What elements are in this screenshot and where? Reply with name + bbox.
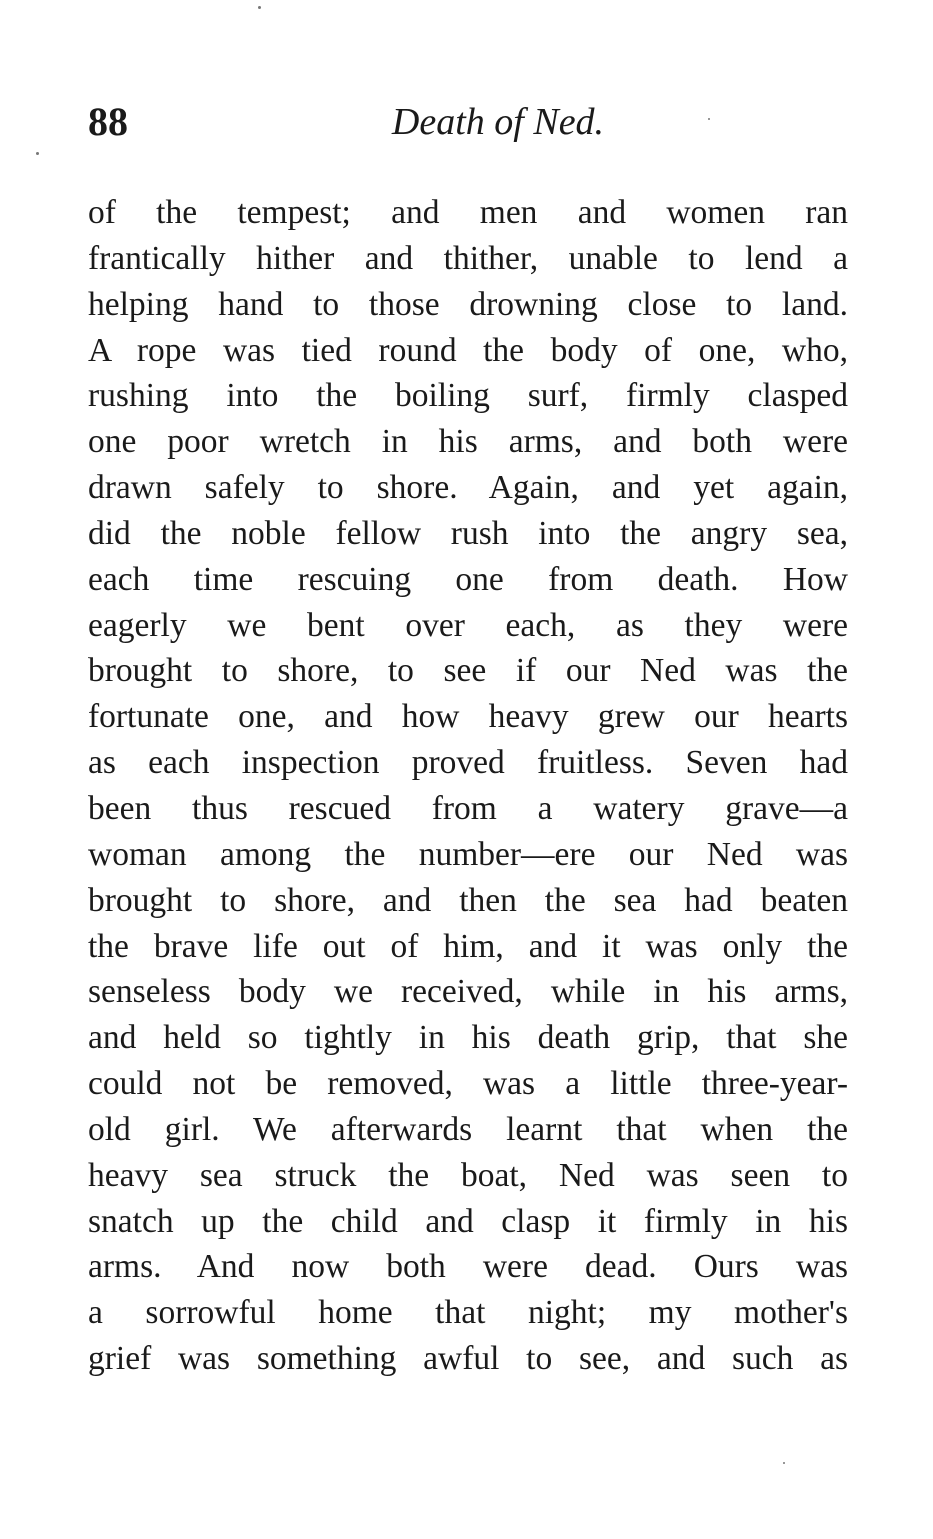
text-line: the brave life out of him, and it was only the	[88, 927, 848, 965]
text-line: fortunate one, and how heavy grew our hearts	[88, 698, 848, 736]
text-line: helping hand to those drowning close to land.	[88, 285, 848, 323]
text-line: heavy sea struck the boat, Ned was seen to	[88, 1156, 848, 1194]
text-line: woman among the number—ere our Ned was	[88, 835, 848, 873]
text-line: did the noble fellow rush into the angry sea,	[88, 514, 848, 552]
paper-speck	[783, 1462, 785, 1464]
text-line: senseless body we received, while in his arms,	[88, 973, 848, 1011]
text-line: brought to shore, to see if our Ned was the	[88, 652, 848, 690]
paper-speck	[36, 152, 39, 155]
text-line: rushing into the boiling surf, firmly clasped	[88, 377, 848, 415]
text-line: A rope was tied round the body of one, who,	[88, 331, 848, 369]
page-number: 88	[88, 99, 128, 144]
text-line: eagerly we bent over each, as they were	[88, 606, 848, 644]
text-line: each time rescuing one from death. How	[88, 560, 848, 598]
text-line: frantically hither and thither, unable to lend a	[88, 239, 848, 277]
text-line: brought to shore, and then the sea had beaten	[88, 881, 848, 919]
text-line: of the tempest; and men and women ran	[88, 194, 848, 231]
text-line: grief was something awful to see, and such as	[88, 1340, 848, 1378]
body-text	[88, 190, 848, 1382]
text-line: snatch up the child and clasp it firmly in his	[88, 1202, 848, 1240]
text-line: one poor wretch in his arms, and both were	[88, 423, 848, 461]
running-title: Death of Ned.	[391, 101, 605, 143]
text-line: old girl. We afterwards learnt that when the	[88, 1110, 848, 1148]
text-line: drawn safely to shore. Again, and yet again,	[88, 469, 848, 507]
text-line: been thus rescued from a watery grave—a	[88, 789, 848, 827]
paper-speck	[258, 6, 261, 9]
text-line: could not be removed, was a little three-year-	[88, 1065, 848, 1103]
text-line: arms. And now both were dead. Ours was	[88, 1248, 848, 1286]
text-line: as each inspection proved fruitless. Seven had	[88, 744, 848, 782]
page-header	[88, 92, 848, 152]
text-line: a sorrowful home that night; my mother's	[88, 1294, 848, 1332]
text-line: and held so tightly in his death grip, that she	[88, 1019, 848, 1057]
